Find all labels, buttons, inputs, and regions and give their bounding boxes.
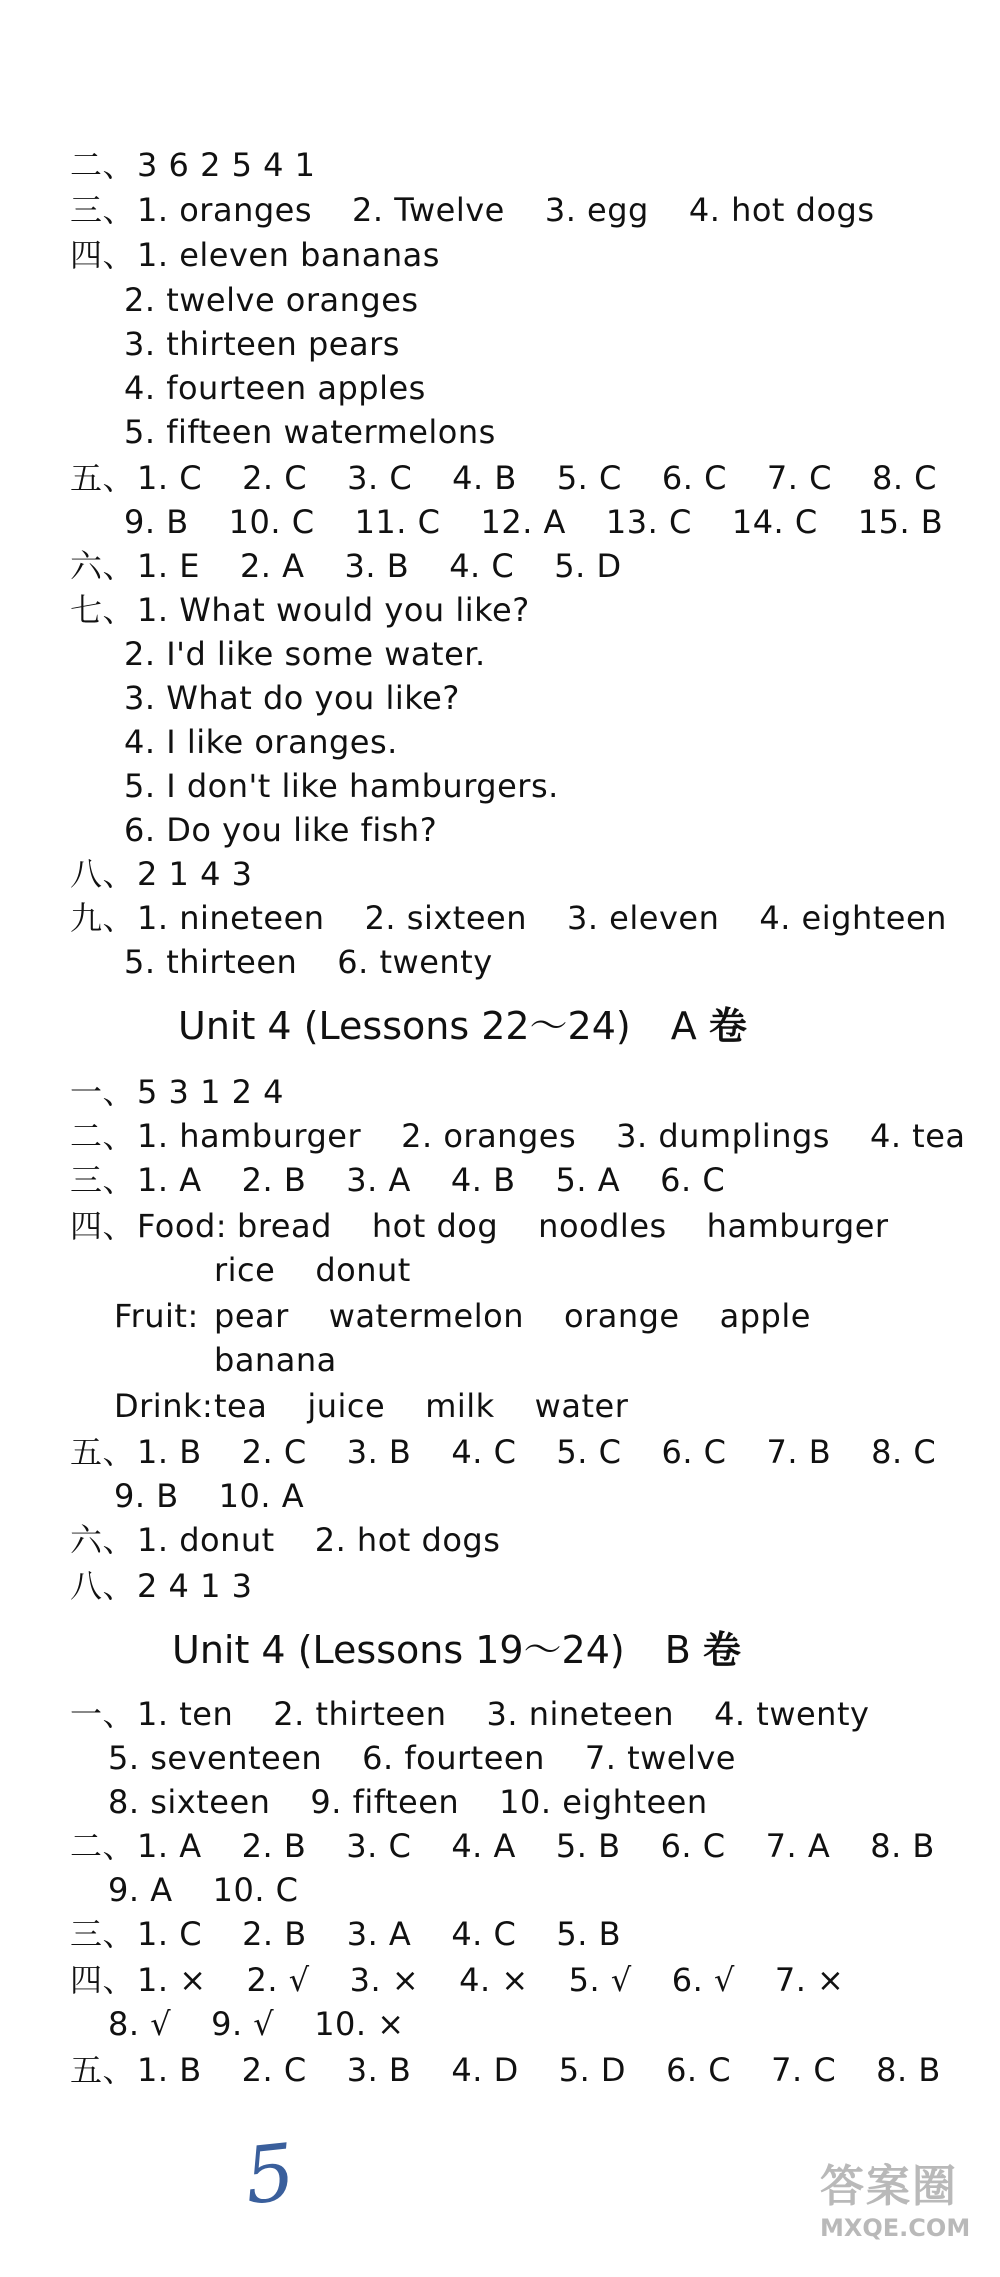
answer-line-5 (70, 2050, 941, 2090)
answer-item: 3. A (346, 1915, 412, 1953)
answer-line-6 (70, 1520, 500, 1560)
answer-item: 5. B (556, 1915, 622, 1953)
heading-volume-char: 卷 (708, 1004, 747, 1048)
answer-text: 3. What do you like? (124, 679, 460, 717)
answer-item: 10. eighteen (499, 1783, 708, 1821)
answer-item: 11. C (354, 503, 441, 541)
answer-line-7-4 (124, 722, 398, 762)
answer-line-4-food (70, 1206, 889, 1246)
answer-line-4-1 (70, 235, 440, 275)
answer-item: 10. A (218, 1477, 305, 1515)
answer-line-4-fruit (114, 1296, 811, 1336)
answer-item: orange (563, 1297, 680, 1335)
answer-item: 3. nineteen (486, 1695, 675, 1733)
answer-line-1 (70, 1694, 869, 1734)
answer-item: water (534, 1387, 629, 1425)
answer-text: 4. fourteen apples (124, 369, 426, 407)
answer-text: 2. I'd like some water. (124, 635, 486, 673)
section-number: 二、 (70, 1117, 136, 1155)
answer-item: 4. twenty (714, 1695, 870, 1733)
category-label: Drink: (114, 1387, 214, 1425)
answer-item: 1. oranges (137, 191, 313, 229)
answer-line-7-6 (124, 810, 437, 850)
answer-line-1-sequence (70, 1072, 284, 1112)
answer-item: 4. hot dogs (688, 191, 875, 229)
answer-line-4-fruit-cont (214, 1340, 337, 1380)
answer-item: 7. × (774, 1961, 845, 1999)
answer-item: 1. E (137, 547, 200, 585)
answer-line-9 (70, 898, 947, 938)
answer-item: 4. A (451, 1827, 516, 1865)
answer-item: 1. nineteen (137, 899, 325, 937)
unit-heading-a (178, 1002, 747, 1050)
answer-item: 10. C (228, 503, 315, 541)
answer-item: 7. twelve (584, 1739, 736, 1777)
answer-line-4-2 (124, 280, 419, 320)
answer-item: hot dog (371, 1207, 499, 1245)
answer-item: 1. B (137, 1433, 202, 1471)
answer-item: apple (719, 1297, 811, 1335)
answer-item: 1. hamburger (137, 1117, 362, 1155)
section-number: 八、 (70, 855, 136, 893)
answer-item: 14. C (731, 503, 818, 541)
answer-line-7-2 (124, 634, 486, 674)
section-number: 九、 (70, 899, 136, 937)
answer-item: 2. A (239, 547, 305, 585)
answer-item: 1. B (137, 2051, 202, 2089)
answer-item: 2. C (242, 459, 308, 497)
answer-text: 5. fifteen watermelons (124, 413, 496, 451)
answer-line-4-4 (124, 368, 426, 408)
answer-item: 5. D (558, 2051, 627, 2089)
section-number: 三、 (70, 191, 136, 229)
answer-item: 3. × (349, 1961, 420, 1999)
answer-line-3 (70, 1160, 725, 1200)
section-number: 二、 (70, 1827, 136, 1865)
answer-item: 4. D (451, 2051, 519, 2089)
answer-text: 1. eleven bananas (137, 236, 440, 274)
answer-item: 4. × (459, 1961, 529, 1999)
answer-item: 2. oranges (401, 1117, 577, 1155)
answer-line-8-sequence (70, 1566, 252, 1606)
answer-item: pear (214, 1297, 289, 1335)
answer-line-9-cont (124, 942, 493, 982)
answer-item: 4. C (451, 1433, 517, 1471)
section-number: 三、 (70, 1161, 136, 1199)
category-label: Fruit: (114, 1297, 199, 1335)
section-number: 一、 (70, 1695, 136, 1733)
answer-item: 6. C (661, 1433, 727, 1471)
section-number: 六、 (70, 1521, 136, 1559)
answer-line-5-cont (114, 1476, 304, 1516)
answer-item: 1. ten (137, 1695, 234, 1733)
heading-volume-char: 卷 (702, 1628, 741, 1672)
answer-item: 4. B (452, 459, 517, 497)
answer-item: 1. A (137, 1827, 202, 1865)
answer-item: bread (237, 1207, 332, 1245)
answer-text: 3. thirteen pears (124, 325, 400, 363)
answer-line-2-sequence (70, 145, 316, 185)
answer-text: 5. I don't like hamburgers. (124, 767, 559, 805)
answer-item: 8. C (871, 459, 937, 497)
answer-item: 3. C (347, 459, 413, 497)
answer-item: 6. twenty (337, 943, 493, 981)
answer-item: 6. C (660, 1161, 726, 1199)
answer-sequence: 5 3 1 2 4 (137, 1073, 284, 1111)
answer-item: 15. B (857, 503, 944, 541)
answer-item: 9. fifteen (310, 1783, 460, 1821)
answer-line-6 (70, 546, 622, 586)
heading-volume: A (670, 1004, 697, 1048)
heading-volume: B (664, 1628, 691, 1672)
answer-item: 1. A (137, 1161, 202, 1199)
answer-item: 2. B (242, 1915, 307, 1953)
answer-item: milk (425, 1387, 495, 1425)
section-number: 三、 (70, 1915, 136, 1953)
answer-item: 6. C (666, 2051, 732, 2089)
answer-line-5 (70, 1432, 936, 1472)
answer-item: 7. A (765, 1827, 831, 1865)
answer-item: 3. dumplings (616, 1117, 830, 1155)
answer-item: 4. C (451, 1915, 517, 1953)
answer-item: 1. × (137, 1961, 207, 1999)
answer-item: 9. B (124, 503, 189, 541)
answer-sequence: 2 4 1 3 (137, 1567, 253, 1605)
answer-item: 7. B (766, 1433, 832, 1471)
answer-item: 4. tea (869, 1117, 966, 1155)
answer-item: 7. C (771, 2051, 837, 2089)
answer-item: 4. eighteen (759, 899, 947, 937)
answer-line-4-3 (124, 324, 400, 364)
answer-line-7-3 (124, 678, 460, 718)
section-number: 四、 (70, 1207, 136, 1245)
answer-item: watermelon (328, 1297, 524, 1335)
answer-item: 2. Twelve (352, 191, 505, 229)
answer-item: 10. × (314, 2005, 405, 2043)
answer-item: 8. B (876, 2051, 941, 2089)
answer-line-3 (70, 1914, 621, 1954)
answer-item: 5. seventeen (108, 1739, 323, 1777)
answer-item: 9. B (114, 1477, 179, 1515)
answer-item: 5. C (556, 1433, 622, 1471)
answer-item: 7. C (766, 459, 832, 497)
answer-text: 6. Do you like fish? (124, 811, 438, 849)
answer-line-1-cont-b (108, 1782, 708, 1822)
section-number: 五、 (70, 459, 136, 497)
unit-heading-b (172, 1626, 741, 1674)
answer-item: 2. C (241, 2051, 307, 2089)
answer-line-1-cont-a (108, 1738, 736, 1778)
answer-item: 9. √ (211, 2005, 275, 2043)
answer-item: 2. B (241, 1161, 307, 1199)
answer-sequence: 2 1 4 3 (137, 855, 253, 893)
answer-item: 12. A (480, 503, 566, 541)
answer-item: 8. √ (108, 2005, 172, 2043)
answer-item: 3. eleven (566, 899, 720, 937)
answer-line-2-cont (108, 1870, 299, 1910)
answer-text: 4. I like oranges. (124, 723, 398, 761)
answer-item: rice (214, 1251, 276, 1289)
answer-line-7-1 (70, 590, 530, 630)
answer-line-3 (70, 190, 875, 230)
section-number: 四、 (70, 1961, 136, 1999)
answer-item: 6. C (660, 1827, 726, 1865)
answer-item: 8. sixteen (108, 1783, 271, 1821)
section-number: 六、 (70, 547, 136, 585)
answer-item: 3. B (344, 547, 410, 585)
watermark-title: 答案圈 (820, 2161, 958, 2212)
answer-item: donut (315, 1251, 411, 1289)
answer-item: 9. A (108, 1871, 173, 1909)
section-number: 一、 (70, 1073, 136, 1111)
section-number: 五、 (70, 2051, 136, 2089)
answer-item: 5. C (556, 459, 622, 497)
answer-line-4-5 (124, 412, 496, 452)
answer-item: 3. A (346, 1161, 411, 1199)
answer-line-7-5 (124, 766, 559, 806)
section-number: 四、 (70, 236, 136, 274)
answer-item: 2. sixteen (364, 899, 527, 937)
section-number: 二、 (70, 146, 136, 184)
answer-item: 6. √ (671, 1961, 735, 1999)
answer-item: 8. C (871, 1433, 937, 1471)
answer-item: 2. B (241, 1827, 307, 1865)
answer-item: 1. C (137, 1915, 203, 1953)
answer-item: 10. C (212, 1871, 299, 1909)
answer-item: 5. thirteen (124, 943, 298, 981)
answer-sequence: 3 6 2 5 4 1 (137, 146, 316, 184)
answer-item: 5. D (554, 547, 622, 585)
heading-title: Unit 4 (Lessons 19～24) (172, 1628, 625, 1672)
section-number: 七、 (70, 591, 136, 629)
answer-line-4-food-cont (214, 1250, 411, 1290)
answer-item: 5. B (555, 1827, 621, 1865)
answer-item: juice (307, 1387, 386, 1425)
answer-item: 2. hot dogs (314, 1521, 501, 1559)
answer-item: 3. egg (544, 191, 649, 229)
answer-text: 1. What would you like? (137, 591, 530, 629)
answer-item: 2. √ (246, 1961, 310, 1999)
answer-item: banana (214, 1341, 337, 1379)
answer-line-5 (70, 458, 937, 498)
answer-line-2 (70, 1116, 966, 1156)
handwritten-page-mark: 5 (240, 2127, 300, 2223)
answer-line-5-cont (124, 502, 943, 542)
answer-item: noodles (538, 1207, 667, 1245)
section-number: 八、 (70, 1567, 136, 1605)
answer-item: 3. C (346, 1827, 412, 1865)
answer-line-2 (70, 1826, 935, 1866)
answer-item: 4. C (449, 547, 515, 585)
answer-line-4-cont (108, 2004, 405, 2044)
answer-item: 13. C (605, 503, 692, 541)
answer-item: 3. B (346, 2051, 412, 2089)
answer-text: 2. twelve oranges (124, 281, 419, 319)
answer-item: 6. C (661, 459, 727, 497)
answer-item: 1. donut (137, 1521, 275, 1559)
answer-item: 6. fourteen (362, 1739, 545, 1777)
answer-line-4 (70, 1960, 844, 2000)
answer-item: tea (214, 1387, 268, 1425)
answer-item: 2. C (241, 1433, 307, 1471)
watermark-url: MXQE.COM (820, 2214, 971, 2242)
answer-item: 2. thirteen (273, 1695, 447, 1733)
answer-item: 5. A (555, 1161, 621, 1199)
category-label: Food: (137, 1207, 228, 1245)
answer-item: 3. B (346, 1433, 412, 1471)
answer-item: 5. √ (568, 1961, 632, 1999)
section-number: 五、 (70, 1433, 136, 1471)
answer-item: hamburger (706, 1207, 889, 1245)
watermark-logo (820, 2150, 990, 2250)
answer-item: 4. B (450, 1161, 516, 1199)
answer-item: 1. C (137, 459, 203, 497)
answer-line-4-drink (114, 1386, 628, 1426)
heading-title: Unit 4 (Lessons 22～24) (178, 1004, 631, 1048)
answer-item: 8. B (870, 1827, 935, 1865)
answer-line-8-sequence (70, 854, 252, 894)
